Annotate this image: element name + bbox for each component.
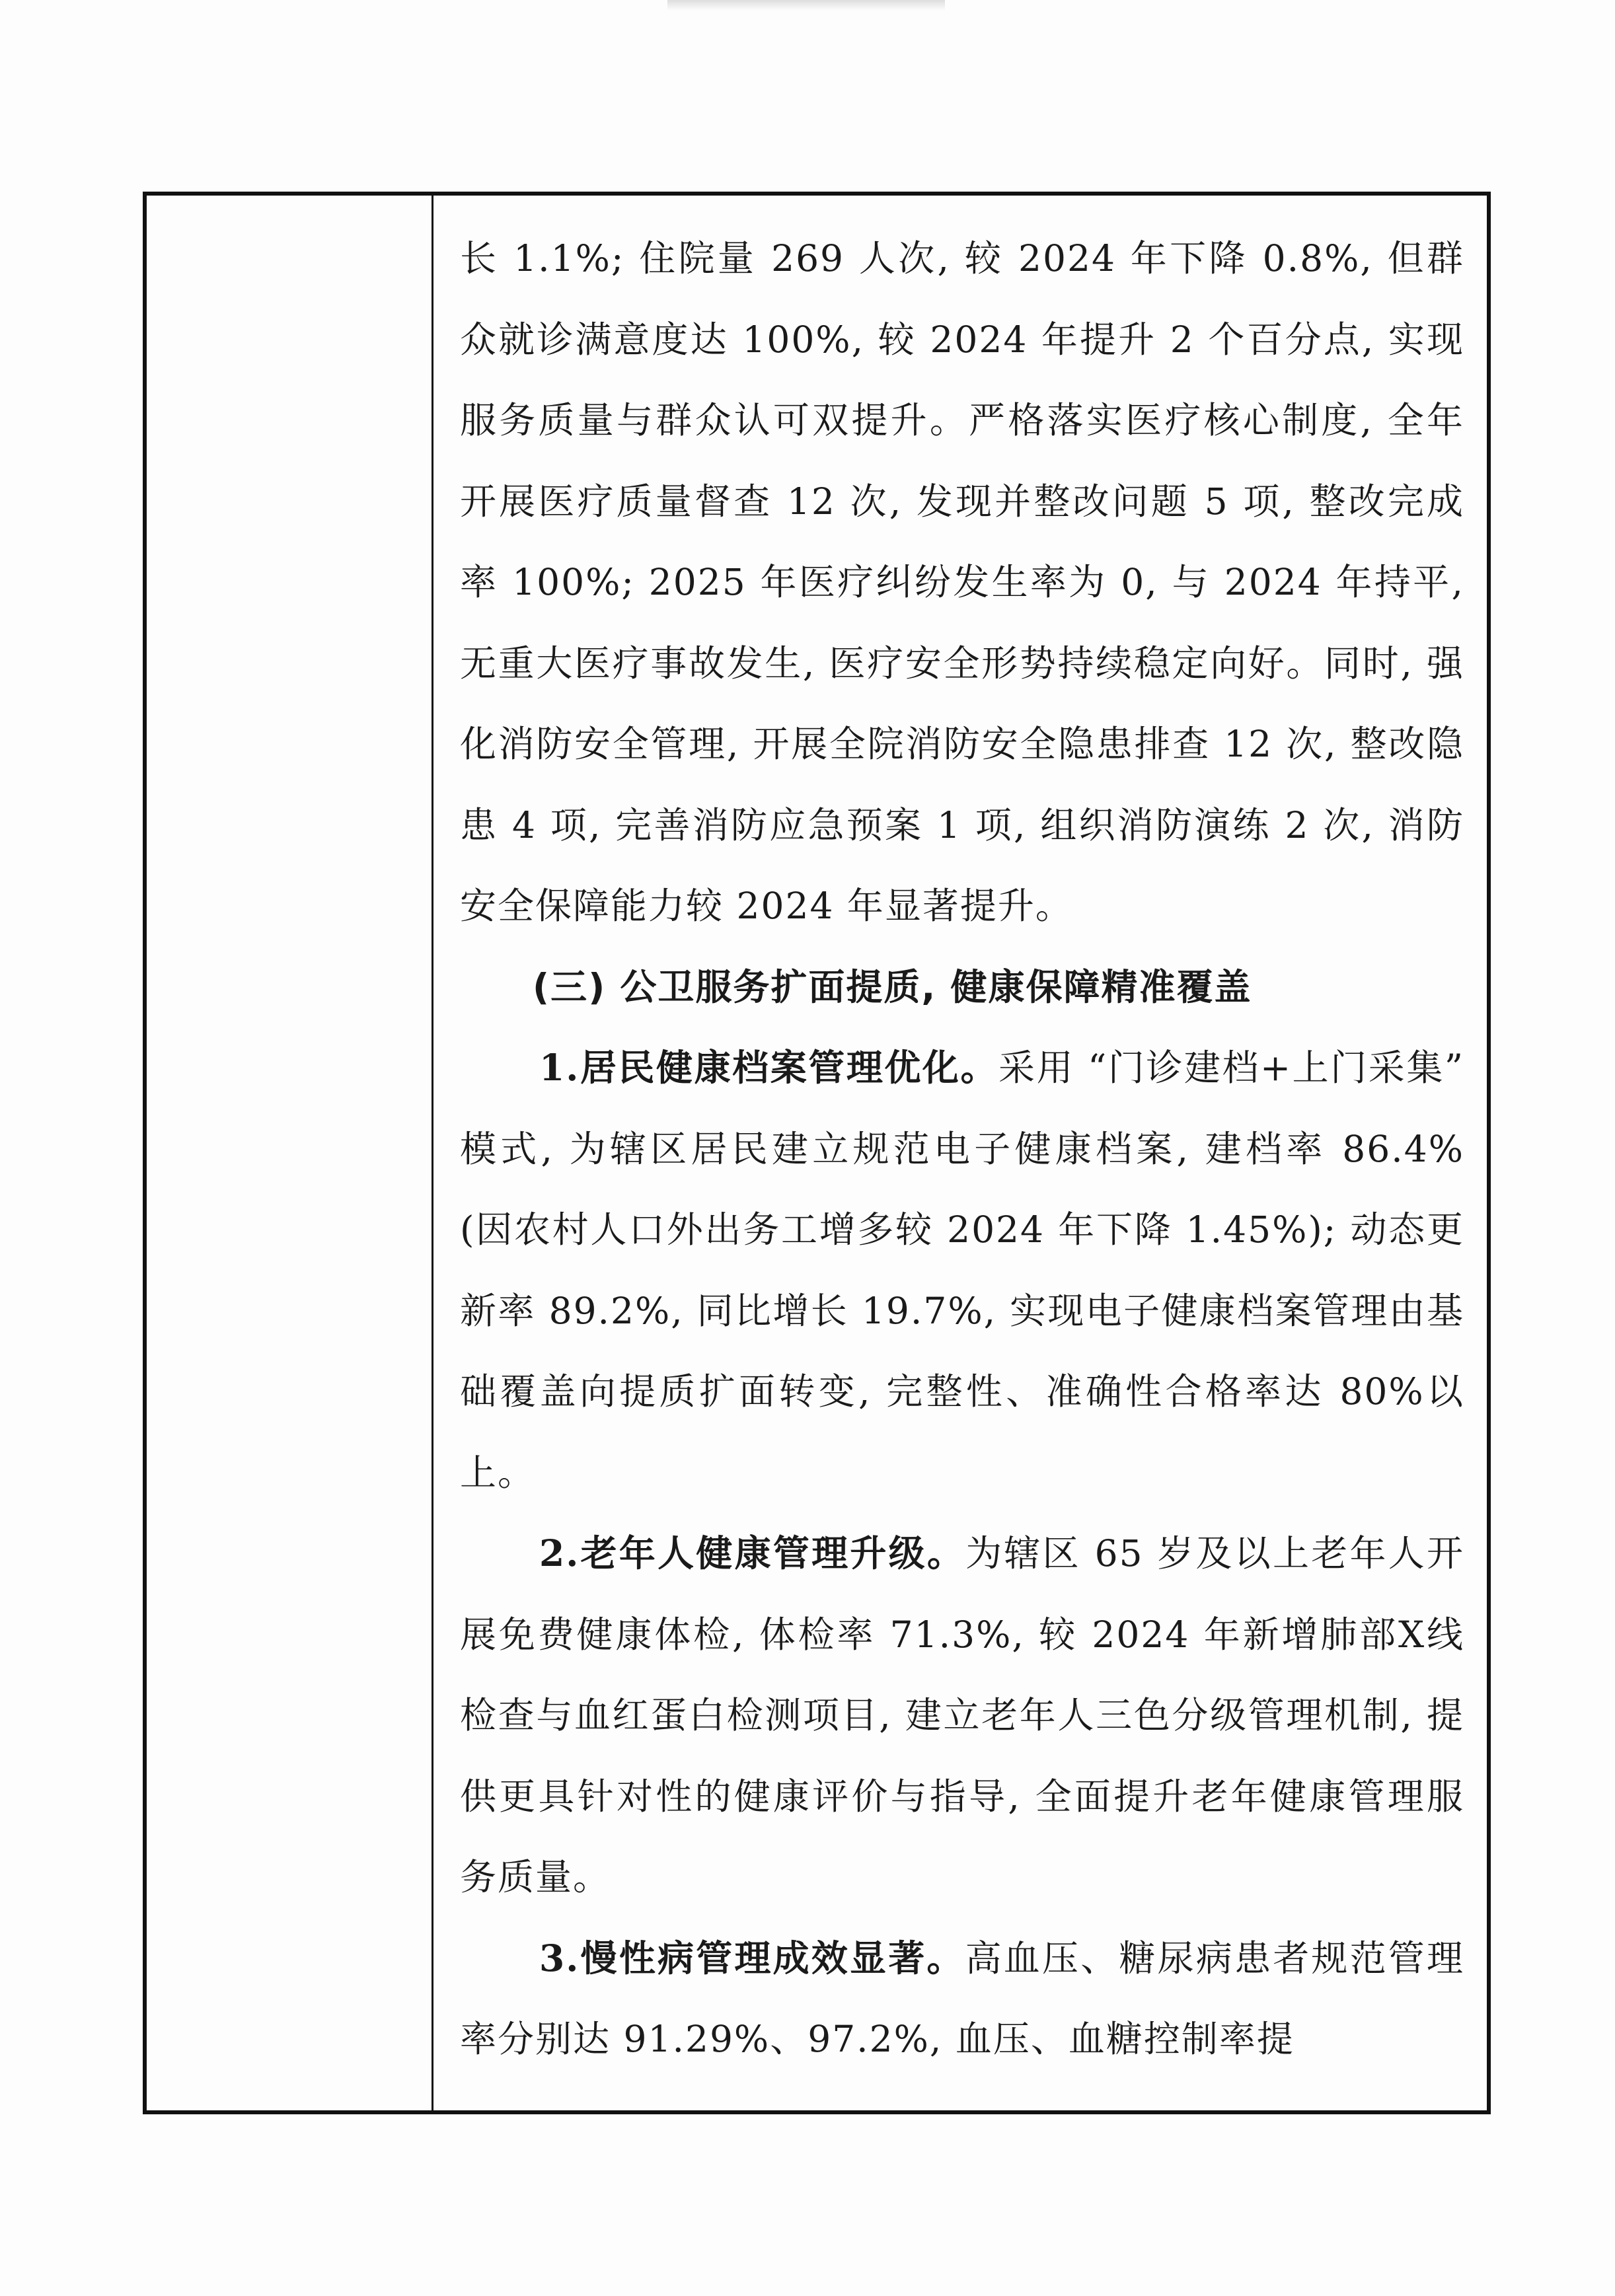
item-3-body: 高血压、糖尿病患者规范管理率分别达 91.29%、97.2%, 血压、血糖控制率提 bbox=[460, 1937, 1464, 2060]
item-2-body: 为辖区 65 岁及以上老年人开展免费健康体检, 体检率 71.3%, 较 2024 年新增肺部X线检查与血红蛋白检测项目, 建立老年人三色分级管理机制, 提供更具针对性的健康评价与指导, 全面提升老年健康管理服务质量。 bbox=[460, 1532, 1464, 1898]
form-table bbox=[143, 192, 1491, 2114]
item-1-lead: 1.居民健康档案管理优化。 bbox=[539, 1046, 999, 1089]
item-1-paragraph bbox=[460, 1027, 1464, 1513]
section-heading: (三) 公卫服务扩面提质, 健康保障精准覆盖 bbox=[533, 965, 1252, 1008]
item-2-paragraph bbox=[460, 1513, 1464, 1918]
item-1-body: 采用 “门诊建档+上门采集” 模式, 为辖区居民建立规范电子健康档案, 建档率 86.4% (因农村人口外出务工增多较 2024 年下降 1.45%); 动态更新率 89.2%, 同比增长 19.7%, 实现电子健康档案管理由基础覆盖向提质扩面转变, 完整性、准确性合格率达 80%以上。 bbox=[460, 1047, 1464, 1494]
table-label-cell bbox=[147, 196, 433, 2110]
item-2-lead: 2.老年人健康管理升级。 bbox=[539, 1532, 966, 1574]
continuation-paragraph: 长 1.1%; 住院量 269 人次, 较 2024 年下降 0.8%, 但群众就诊满意度达 100%, 较 2024 年提升 2 个百分点, 实现服务质量与群众认可双提升。严格落实医疗核心制度, 全年开展医疗质量督查 12 次, 发现并整改问题 5 项, 整改完成率 100%; 2025 年医疗纠纷发生率为 0, 与 2024 年持平, 无重大医疗事故发生, 医疗安全形势持续稳定向好。同时, 强化消防安全管理, 开展全院消防安全隐患排查 12 次, 整改隐患 4 项, 完善消防应急预案 1 项, 组织消防演练 2 次, 消防安全保障能力较 2024 年显著提升。 bbox=[460, 237, 1464, 927]
table-content-cell bbox=[433, 196, 1487, 2110]
scan-smudge bbox=[667, 0, 945, 11]
item-3-lead: 3.慢性病管理成效显著。 bbox=[539, 1936, 965, 1980]
item-3-paragraph bbox=[460, 1918, 1464, 2080]
